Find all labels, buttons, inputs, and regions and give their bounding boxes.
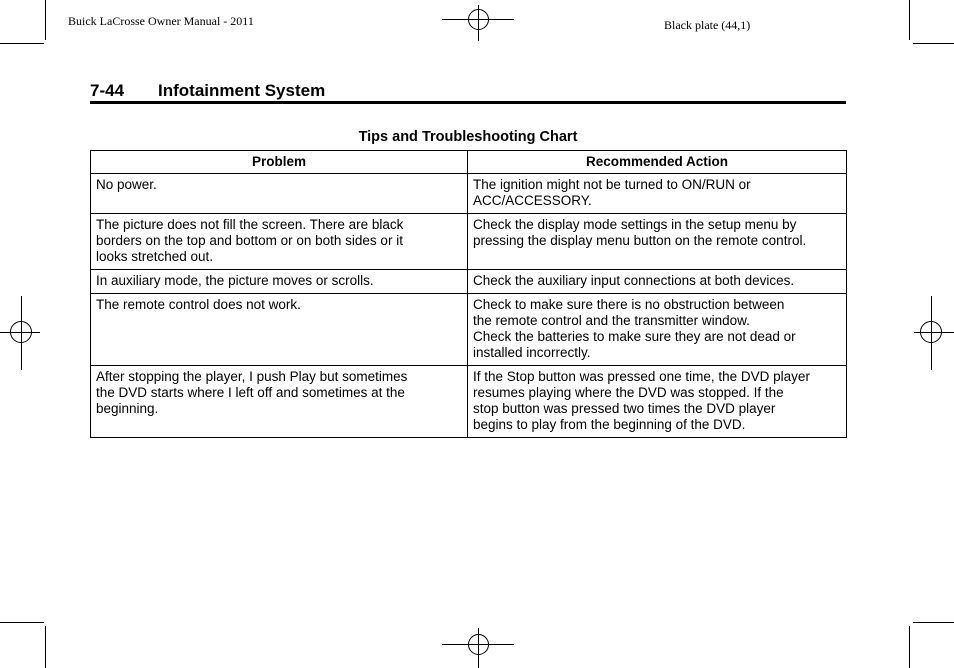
problem-text: The remote control does not work. <box>96 297 301 312</box>
crop-mark <box>45 626 46 668</box>
action-text: If the Stop button was pressed one time, the DVD player <box>473 369 810 384</box>
section-rule <box>90 101 846 104</box>
problem-text: The picture does not fill the screen. There are black <box>96 217 404 232</box>
table-row <box>91 294 847 366</box>
table-row <box>91 214 847 270</box>
problem-text: looks stretched out. <box>96 249 214 264</box>
problem-text: After stopping the player, I push Play but sometimes <box>96 369 408 384</box>
header-manual-title: Buick LaCrosse Owner Manual - 2011 <box>68 14 254 28</box>
crop-mark <box>45 0 46 40</box>
action-text: begins to play from the beginning of the DVD. <box>473 417 746 432</box>
problem-cell <box>91 214 468 270</box>
problem-text: In auxiliary mode, the picture moves or scrolls. <box>96 273 374 288</box>
table-row <box>91 366 847 438</box>
crop-mark <box>913 43 954 44</box>
action-cell <box>468 294 847 366</box>
crop-mark <box>0 43 44 44</box>
problem-cell <box>91 366 468 438</box>
problem-text: borders on the top and bottom or on both sides or it <box>96 233 403 248</box>
table-row <box>91 174 847 214</box>
action-text: Check the auxiliary input connections at both devices. <box>473 273 795 288</box>
action-text: Check the display mode settings in the setup menu by <box>473 217 797 232</box>
action-text: stop button was pressed two times the DVD player <box>473 401 776 416</box>
registration-mark-right <box>910 296 954 370</box>
column-header-problem: Problem <box>91 151 468 174</box>
problem-text: No power. <box>96 177 157 192</box>
action-cell <box>468 174 847 214</box>
problem-text: the DVD starts where I left off and sometimes at the <box>96 385 405 400</box>
action-text: The ignition might not be turned to ON/RUN or <box>473 177 751 192</box>
crop-mark <box>913 622 954 623</box>
action-cell <box>468 270 847 294</box>
header-plate-label: Black plate (44,1) <box>664 18 751 32</box>
action-text: ACC/ACCESSORY. <box>473 193 592 208</box>
problem-cell <box>91 270 468 294</box>
registration-mark-left <box>0 296 44 370</box>
problem-cell <box>91 294 468 366</box>
crop-mark <box>909 0 910 40</box>
troubleshooting-table <box>90 150 847 438</box>
crop-mark <box>909 626 910 668</box>
action-text: resumes playing where the DVD was stopped. If the <box>473 385 784 400</box>
action-text: installed incorrectly. <box>473 345 591 360</box>
problem-cell <box>91 174 468 214</box>
crop-mark <box>0 622 44 623</box>
action-text: Check the batteries to make sure they are not dead or <box>473 329 796 344</box>
action-text: pressing the display menu button on the remote control. <box>473 233 807 248</box>
registration-mark-top <box>442 5 514 41</box>
section-number: 7-44 <box>90 81 125 100</box>
registration-mark-bottom <box>442 628 514 668</box>
action-cell <box>468 214 847 270</box>
chart-title: Tips and Troubleshooting Chart <box>358 129 578 145</box>
column-header-action: Recommended Action <box>468 151 847 174</box>
section-title: Infotainment System <box>158 81 326 100</box>
problem-text: beginning. <box>96 401 159 416</box>
action-cell <box>468 366 847 438</box>
table-header-row <box>91 151 847 174</box>
action-text: Check to make sure there is no obstruction between <box>473 297 785 312</box>
table-row <box>91 270 847 294</box>
action-text: the remote control and the transmitter window. <box>473 313 750 328</box>
